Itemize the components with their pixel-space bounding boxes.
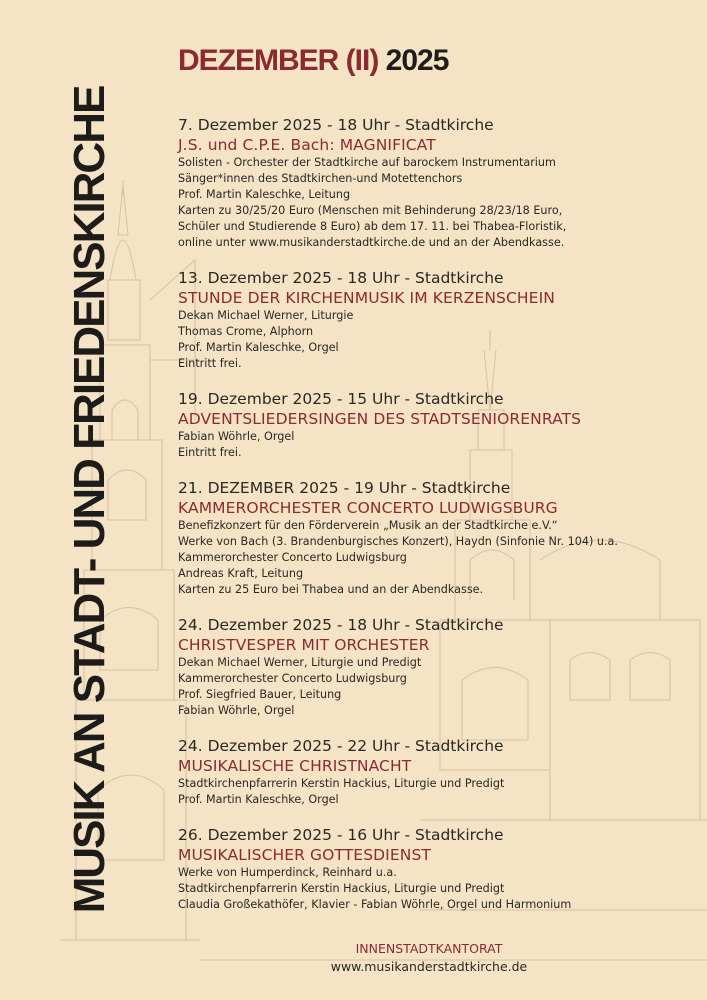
event-list: [178, 115, 698, 930]
event-title: J.S. und C.P.E. Bach: MAGNIFICAT: [178, 136, 436, 154]
event-entry: [178, 825, 698, 913]
event-title: MUSIKALISCHE CHRISTNACHT: [178, 757, 412, 775]
event-title: MUSIKALISCHER GOTTESDIENST: [178, 846, 431, 864]
event-entry: [178, 736, 698, 808]
event-detail: Solisten - Orchester der Stadtkirche auf barockem Instrumentarium: [178, 156, 556, 169]
event-detail: Karten zu 25 Euro bei Thabea und an der Abendkasse.: [178, 583, 484, 596]
event-detail: Andreas Kraft, Leitung: [178, 567, 304, 580]
event-detail: Kammerorchester Concerto Ludwigsburg: [178, 672, 407, 685]
event-detail: Fabian Wöhrle, Orgel: [178, 704, 295, 717]
vertical-side-title: MUSIK AN STADT- UND FRIEDENSKIRCHE: [65, 86, 114, 914]
footer-website-link[interactable]: www.musikanderstadtkirche.de: [330, 959, 528, 974]
event-title: CHRISTVESPER MIT ORCHESTER: [178, 636, 430, 654]
event-detail: Claudia Großekathöfer, Klavier - Fabian Wöhrle, Orgel und Harmonium: [178, 898, 572, 911]
event-detail: Karten zu 30/25/20 Euro (Menschen mit Behinderung 28/23/18 Euro,: [178, 204, 563, 217]
event-detail: Dekan Michael Werner, Liturgie und Predigt: [178, 656, 422, 669]
event-date: 19. Dezember 2025 - 15 Uhr - Stadtkirche: [178, 390, 504, 408]
event-date: 13. Dezember 2025 - 18 Uhr - Stadtkirche: [178, 269, 504, 287]
event-detail: Prof. Martin Kaleschke, Orgel: [178, 793, 339, 806]
event-detail: Kammerorchester Concerto Ludwigsburg: [178, 551, 407, 564]
event-detail: Sänger*innen des Stadtkirchen-und Motettenchors: [178, 172, 463, 185]
event-entry: [178, 268, 698, 372]
event-detail: Thomas Crome, Alphorn: [178, 325, 314, 338]
event-detail: Fabian Wöhrle, Orgel: [178, 430, 295, 443]
event-title: KAMMERORCHESTER CONCERTO LUDWIGSBURG: [178, 499, 558, 517]
event-detail: Stadtkirchenpfarrerin Kerstin Hackius, Liturgie und Predigt: [178, 882, 505, 895]
event-detail: Werke von Bach (3. Brandenburgisches Konzert), Haydn (Sinfonie Nr. 104) u.a.: [178, 535, 618, 548]
event-detail: Stadtkirchenpfarrerin Kerstin Hackius, Liturgie und Predigt: [178, 777, 505, 790]
event-detail: Prof. Siegfried Bauer, Leitung: [178, 688, 342, 701]
page-heading: [178, 44, 448, 78]
event-detail: Prof. Martin Kaleschke, Orgel: [178, 341, 339, 354]
event-title: ADVENTSLIEDERSINGEN DES STADTSENIORENRATS: [178, 410, 582, 428]
event-entry: [178, 615, 698, 719]
event-date: 21. DEZEMBER 2025 - 19 Uhr - Stadtkirche: [178, 479, 511, 497]
event-date: 26. Dezember 2025 - 16 Uhr - Stadtkirche: [178, 826, 504, 844]
event-detail: Schüler und Studierende 8 Euro) ab dem 17. 11. bei Thabea-Floristik,: [178, 220, 567, 233]
heading-year: 2025: [385, 44, 449, 77]
event-detail: Eintritt frei.: [178, 446, 242, 459]
event-detail: Benefizkonzert für den Förderverein „Musik an der Stadtkirche e.V.“: [178, 519, 558, 532]
event-entry: [178, 389, 698, 461]
event-detail: online unter www.musikanderstadtkirche.de und an der Abendkasse.: [178, 236, 565, 249]
event-detail: Dekan Michael Werner, Liturgie: [178, 309, 354, 322]
footer-organization: INNENSTADTKANTORAT: [355, 941, 503, 956]
heading-month: DEZEMBER (II): [178, 44, 379, 77]
event-detail: Prof. Martin Kaleschke, Leitung: [178, 188, 351, 201]
event-entry: [178, 115, 698, 251]
event-date: 24. Dezember 2025 - 18 Uhr - Stadtkirche: [178, 616, 504, 634]
event-entry: [178, 478, 698, 598]
footer: [326, 940, 532, 976]
event-title: STUNDE DER KIRCHENMUSIK IM KERZENSCHEIN: [178, 289, 555, 307]
event-detail: Werke von Humperdinck, Reinhard u.a.: [178, 866, 397, 879]
event-detail: Eintritt frei.: [178, 357, 242, 370]
event-date: 24. Dezember 2025 - 22 Uhr - Stadtkirche: [178, 737, 504, 755]
event-date: 7. Dezember 2025 - 18 Uhr - Stadtkirche: [178, 116, 494, 134]
